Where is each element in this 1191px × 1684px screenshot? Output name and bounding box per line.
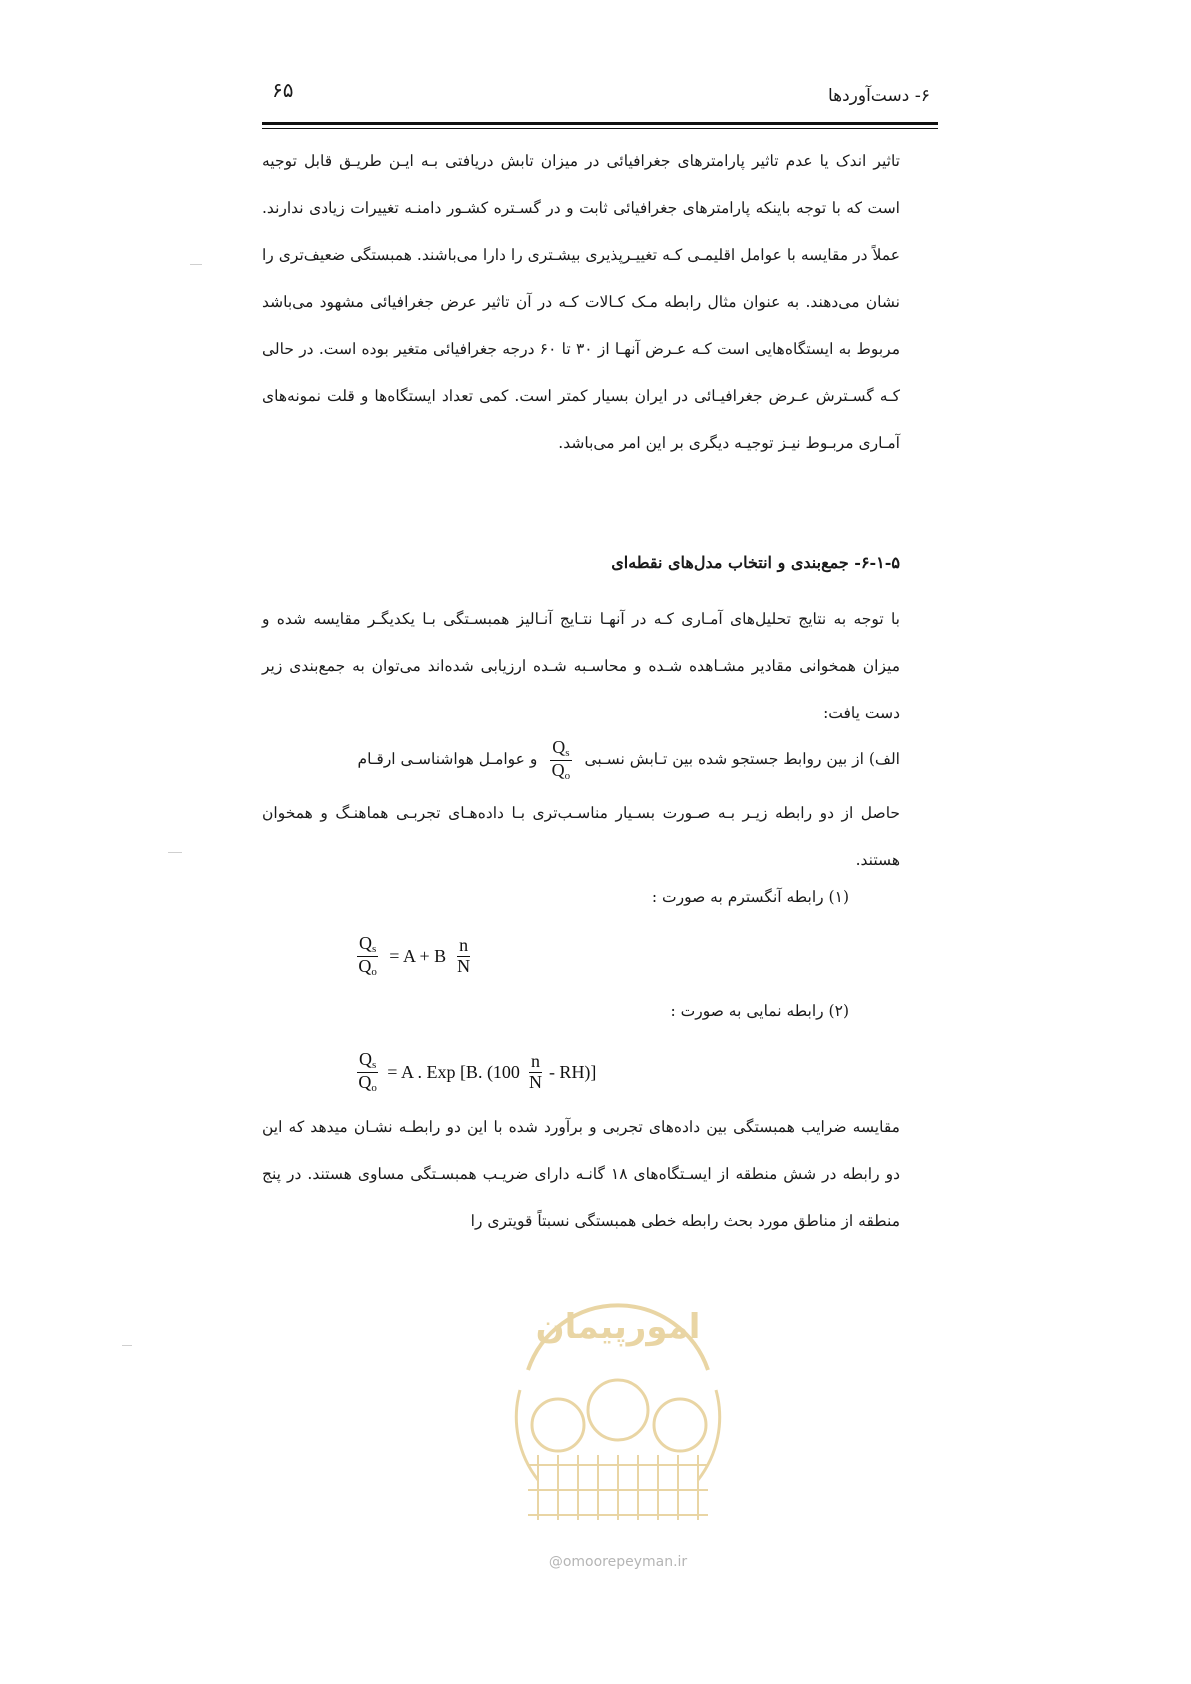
body-paragraph-2: با توجه به نتایج تحلیل‌های آمـاری کـه در آنهـا نتـایج آنـالیز همبسـتگی بـا یکدیگـر مقایسه شده و میزان همخوانی مقادیر مشـاهده شـده و محاسـبه شـده ارزیابی شده‌اند می‌توان به جمع‌بندی زیر دست یافت: bbox=[262, 610, 900, 722]
eq1-middle: = A + B bbox=[389, 945, 447, 966]
eq1-lhs-den-sub: o bbox=[371, 965, 377, 978]
scales-gear-icon bbox=[532, 1399, 584, 1451]
equation-2-label: (۲) رابطه نمایی به صورت : bbox=[670, 1002, 849, 1020]
item-alef-text-start: الف) از بین روابط جستجو شده بین تـابش نسـبی bbox=[584, 750, 900, 769]
fraction-denominator-sub: o bbox=[564, 769, 571, 782]
header-rule bbox=[262, 122, 938, 125]
eq2-lhs-den-sub: o bbox=[371, 1081, 377, 1094]
item-alef-text-end: و عوامـل هواشناسـی ارقـام bbox=[357, 750, 538, 769]
header-rule-thin bbox=[262, 128, 938, 129]
eq1-lhs-num: Q bbox=[359, 933, 372, 953]
eq2-lhs-num: Q bbox=[359, 1049, 372, 1069]
eq2-tail: - RH)] bbox=[548, 1061, 597, 1082]
eq1-rhs-fraction bbox=[457, 936, 470, 976]
fraction-numerator-sub: s bbox=[565, 747, 570, 759]
eq1-rhs-num: n bbox=[459, 935, 469, 956]
eq2-rhs-den: N bbox=[528, 1071, 542, 1092]
relative-radiation-fraction bbox=[550, 738, 571, 782]
chapter-title: ۶- دست‌آوردها bbox=[827, 86, 930, 106]
watermark-url: @omoorepeyman.ir bbox=[548, 1554, 688, 1570]
fraction-denominator: Q bbox=[551, 759, 565, 780]
eq2-rhs-fraction bbox=[529, 1052, 542, 1092]
eq2-rhs-num: n bbox=[530, 1051, 540, 1072]
scan-mark bbox=[122, 1345, 132, 1346]
equation-2 bbox=[354, 1050, 596, 1095]
eq2-lhs-num-sub: s bbox=[372, 1059, 377, 1071]
fraction-numerator: Q bbox=[552, 737, 566, 757]
eq1-lhs-num-sub: s bbox=[372, 943, 377, 955]
eq2-lhs-den: Q bbox=[358, 1071, 372, 1092]
page-header bbox=[262, 66, 938, 136]
item-alef-continuation: حاصل از دو رابطه زیـر بـه صـورت بسـیار مناسـب‌تری بـا داده‌هـای تجربـی هماهنـگ و همخوان هستند. bbox=[262, 804, 900, 869]
eq1-lhs-den: Q bbox=[358, 955, 372, 976]
tools-gear-icon bbox=[654, 1399, 706, 1451]
eq2-lhs-fraction bbox=[357, 1050, 378, 1095]
eq1-rhs-den: N bbox=[457, 955, 471, 976]
body-paragraph-1: تاثیر اندک یا عدم تاثیر پارامترهای جغرافیائی در میزان تابش دریافتی بـه ایـن طریـق قابل توجیه است که با توجه باینکه پارامترهای جغرافیائی ثابت و در گسـتره کشـور دامنـه تغییرات زیادی ندارند. عملاً در مقایسه با عوامل اقلیمـی کـه تغییـرپذیری بیشـتری را دارا می‌باشند. همبستگی ضعیف‌تری را نشان می‌دهند. به عنوان مثال رابطه مـک کـالات کـه در آن تاثیر عرض جغرافیائی مشهود می‌باشد مربوط به ایستگاه‌هایی است کـه عـرض آنهـا از ۳۰ تا ۶۰ درجه جغرافیائی متغیر بوده است. در حالی کـه گسـترش عـرض جغرافیـائی در ایران بسیار کمتر است. کمی تعداد ایستگاه‌ها و قلت نمونه‌های آمـاری مربـوط نیـز توجیـه دیگری بر این امر می‌باشد. bbox=[262, 152, 900, 452]
eq2-middle: = A . Exp [B. (100 bbox=[387, 1061, 520, 1082]
page-number: ۶۵ bbox=[272, 78, 294, 102]
equation-1-label: (۱) رابطه آنگسترم به صورت : bbox=[651, 888, 849, 906]
equation-1 bbox=[354, 934, 473, 979]
watermark-logo-text: امورپیمان bbox=[535, 1307, 701, 1347]
body-paragraph-4: مقایسه ضرایب همبستگی بین داده‌های تجربی و برآورد شده با این دو رابطـه نشـان میدهد که این دو رابطه در شش منطقه از ایسـتگاه‌های ۱۸ گانـه دارای ضریـب همبسـتگی مساوی هستند. در پنج منطقه از مناطق مورد بحث رابطه خطی همبستگی نسبتاً قویتری را bbox=[262, 1118, 900, 1230]
building-gear-icon bbox=[588, 1380, 648, 1440]
item-alef-line bbox=[358, 738, 900, 782]
section-heading: ۶-۱-۵- جمع‌بندی و انتخاب مدل‌های نقطه‌ای bbox=[611, 553, 900, 572]
scan-mark bbox=[168, 852, 182, 853]
scan-mark bbox=[190, 264, 202, 265]
eq1-lhs-fraction bbox=[357, 934, 378, 979]
